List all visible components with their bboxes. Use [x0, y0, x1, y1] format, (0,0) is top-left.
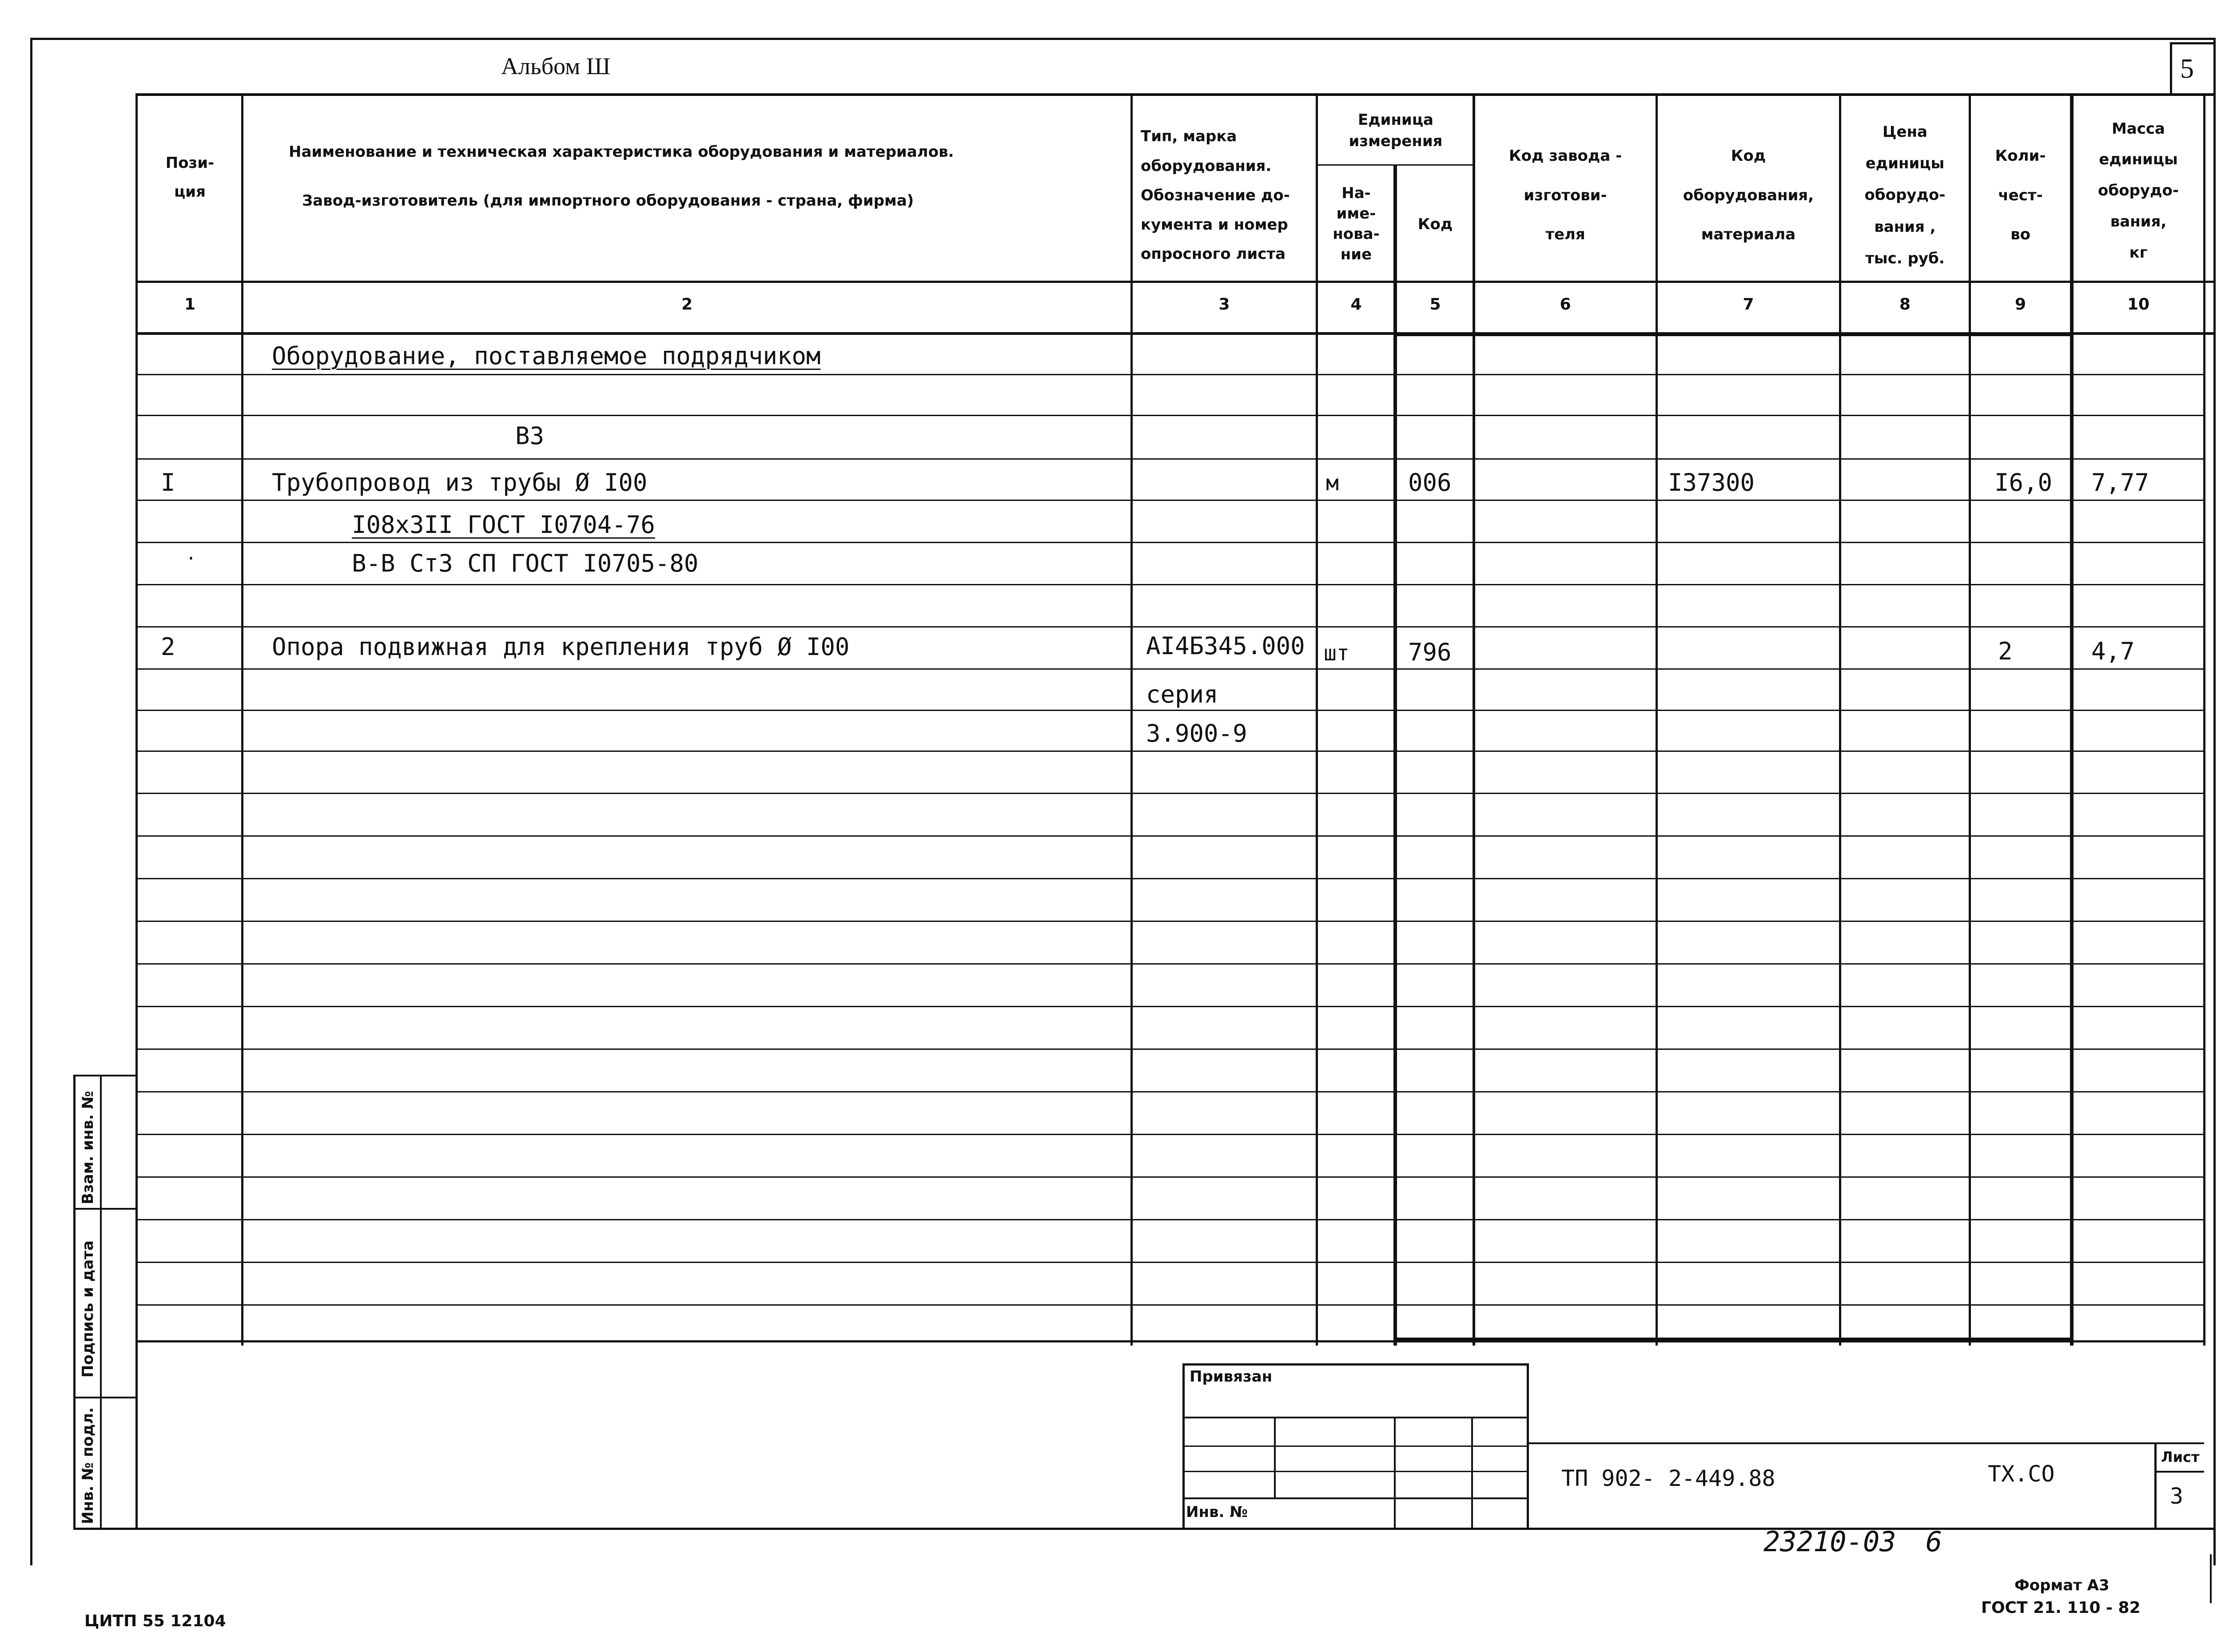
table-row-rule: [135, 1304, 2205, 1306]
item1-quantity: I6,0: [1994, 469, 2053, 496]
header-type: Тип, марка оборудования. Обозначение до- кумента и номер опросного листа: [1141, 127, 1290, 263]
table-row-rule: [135, 1006, 2205, 1007]
colnum-6: 6: [1560, 295, 1571, 314]
table-row-rule: [135, 542, 2205, 543]
header-equipment-code: Код оборудования, материала: [1683, 147, 1814, 244]
table-top: [135, 93, 2214, 96]
item1-spec-line2: I08х3II ГОСТ I0704-76: [352, 511, 655, 539]
stamp-grid-h1: [1182, 1417, 1529, 1418]
stamp-grid-h3: [1182, 1471, 1529, 1472]
stamp-grid-v2: [1394, 1417, 1396, 1529]
header-mass: Масса единицы оборудо- вания, кг: [2098, 119, 2179, 262]
stamp-inv-no: Инв. №: [1186, 1503, 1248, 1521]
col-border-3: [1316, 93, 1318, 1346]
stamp-grid-v1: [1274, 1417, 1276, 1499]
stamp-project-code: ТП 902- 2-449.88: [1561, 1465, 1775, 1491]
sheet-box-mid: [2154, 1471, 2204, 1473]
item2-type-line1: АI4Б345.000: [1146, 632, 1305, 660]
header-unit-code: Код: [1417, 215, 1453, 233]
side-label-podpis: Подпись и дата: [79, 1240, 97, 1378]
header-unit-group: Единица измерения: [1349, 111, 1443, 150]
colnum-2: 2: [681, 295, 693, 314]
side-strip-left: [73, 1075, 76, 1529]
bold-box-top: [1393, 332, 2073, 336]
table-row-rule: [135, 835, 2205, 837]
item2-unit: шт: [1324, 641, 1349, 666]
item1-unit: м: [1326, 471, 1339, 496]
table-row-rule: [135, 710, 2205, 711]
header-name-line2: Завод-изготовитель (для импортного оборудования - страна, фирма): [302, 192, 914, 210]
handwritten-number: 23210-03: [1763, 1525, 1896, 1558]
colnum-5: 5: [1429, 295, 1441, 314]
frame-left: [30, 38, 32, 1565]
header-bottom: [135, 281, 2214, 283]
header-name-line1: Наименование и техническая характеристика оборудования и материалов.: [289, 143, 954, 161]
table-row-rule: [135, 963, 2205, 965]
sheet-box-left: [2154, 1442, 2157, 1529]
stamp-sheet-number: 3: [2170, 1483, 2184, 1509]
colnum-4: 4: [1350, 295, 1362, 314]
handwritten-page: 6: [1926, 1525, 1942, 1558]
colnum-1: 1: [184, 295, 196, 314]
stamp-main-top: [1529, 1442, 2204, 1444]
item2-type-line3: 3.900-9: [1146, 719, 1247, 747]
table-row-rule: [135, 878, 2205, 879]
table-row-rule: [135, 458, 2205, 460]
frame-top: [30, 38, 2216, 40]
item1-unit-code: 006: [1408, 469, 1452, 496]
table-row-rule: [135, 668, 2205, 670]
item2-name: Опора подвижная для крепления труб Ø I00: [272, 633, 850, 661]
album-title: Альбом Ш: [501, 53, 611, 79]
colnum-3: 3: [1218, 295, 1230, 314]
colnum-9: 9: [2014, 295, 2026, 314]
subsection-label: В3: [515, 422, 545, 450]
table-row-rule: [135, 626, 2205, 627]
item1-spec-line3: В-В Ст3 СП ГОСТ I0705-80: [352, 549, 699, 577]
table-row-rule: [135, 1219, 2205, 1220]
stamp-grid-h4: [1182, 1497, 1529, 1499]
header-position: Пози- ция: [165, 154, 215, 201]
stamp-grid-h2: [1182, 1446, 1529, 1447]
col-border-10: [2203, 93, 2205, 1346]
side-label-vzam: Взам. инв. №: [79, 1091, 97, 1204]
item1-position: I: [161, 469, 175, 496]
table-row-rule: [135, 793, 2205, 794]
table-row-rule: [135, 415, 2205, 416]
table-row-rule: [135, 584, 2205, 585]
colnum-7: 7: [1743, 295, 1754, 314]
table-row-rule: [135, 1176, 2205, 1178]
page-box-top: [2170, 42, 2214, 44]
col-border-7: [1839, 93, 1841, 1346]
table-row-rule: [135, 921, 2205, 922]
col-border-2: [1130, 93, 1133, 1346]
table-row-rule: [135, 374, 2205, 375]
table-row-rule: [135, 1262, 2205, 1263]
table-row-rule: [135, 1134, 2205, 1135]
side-strip-div1: [73, 1208, 138, 1210]
side-strip-div2: [73, 1397, 138, 1398]
col-border-9: [2070, 93, 2074, 1346]
footer-right-tick: [2210, 1554, 2212, 1603]
item1-equipment-code: I37300: [1668, 469, 1755, 496]
item2-type-line2: серия: [1146, 680, 1218, 708]
side-strip-top: [73, 1075, 138, 1076]
item2-position: 2: [161, 633, 175, 661]
col-border-5: [1473, 93, 1475, 1346]
colnum-10: 10: [2127, 295, 2150, 314]
footer-gost: ГОСТ 21. 110 - 82: [1981, 1599, 2141, 1617]
stamp-privyazan: Привязан: [1190, 1368, 1273, 1386]
table-row-rule: [135, 1048, 2205, 1050]
stamp-grid-v3: [1471, 1417, 1473, 1529]
page-number: 5: [2180, 54, 2194, 84]
section-title: Оборудование, поставляемое подрядчиком: [272, 342, 821, 370]
footer-citp: ЦИТП 55 12104: [84, 1612, 226, 1630]
header-quantity: Коли- чест- во: [1995, 147, 2046, 244]
stamp-privyazan-top: [1182, 1363, 1529, 1366]
col-border-8: [1969, 93, 1971, 1346]
header-factory-code: Код завода - изготови- теля: [1509, 147, 1622, 244]
col-border-4: [1393, 164, 1397, 1346]
item2-mass: 4,7: [2091, 637, 2135, 665]
item1-mass: 7,77: [2091, 469, 2149, 496]
header-price: Цена единицы оборудо- вания , тыс. руб.: [1864, 123, 1946, 268]
colnum-8: 8: [1899, 295, 1911, 314]
side-label-inv-podl: Инв. № подл.: [79, 1407, 97, 1524]
item2-quantity: 2: [1998, 637, 2013, 665]
stamp-doc-code: ТХ.СО: [1988, 1461, 2055, 1487]
header-unit-name: На- име- нова- ние: [1333, 184, 1380, 263]
table-row-rule: [135, 500, 2205, 501]
col-border-6: [1656, 93, 1658, 1346]
frame-right: [2213, 38, 2216, 1565]
footer-format: Формат А3: [2014, 1577, 2110, 1594]
table-bottom: [135, 1340, 2205, 1342]
dot-mark: ·: [186, 548, 197, 569]
stamp-sheet-label: Лист: [2161, 1449, 2200, 1465]
item1-name: Трубопровод из трубы Ø I00: [272, 469, 648, 496]
table-row-rule: [135, 751, 2205, 752]
side-strip-inner: [100, 1075, 102, 1529]
col-border-1: [241, 93, 243, 1346]
item2-unit-code: 796: [1408, 638, 1452, 666]
page-box-left: [2170, 42, 2172, 95]
table-row-rule: [135, 1091, 2205, 1092]
